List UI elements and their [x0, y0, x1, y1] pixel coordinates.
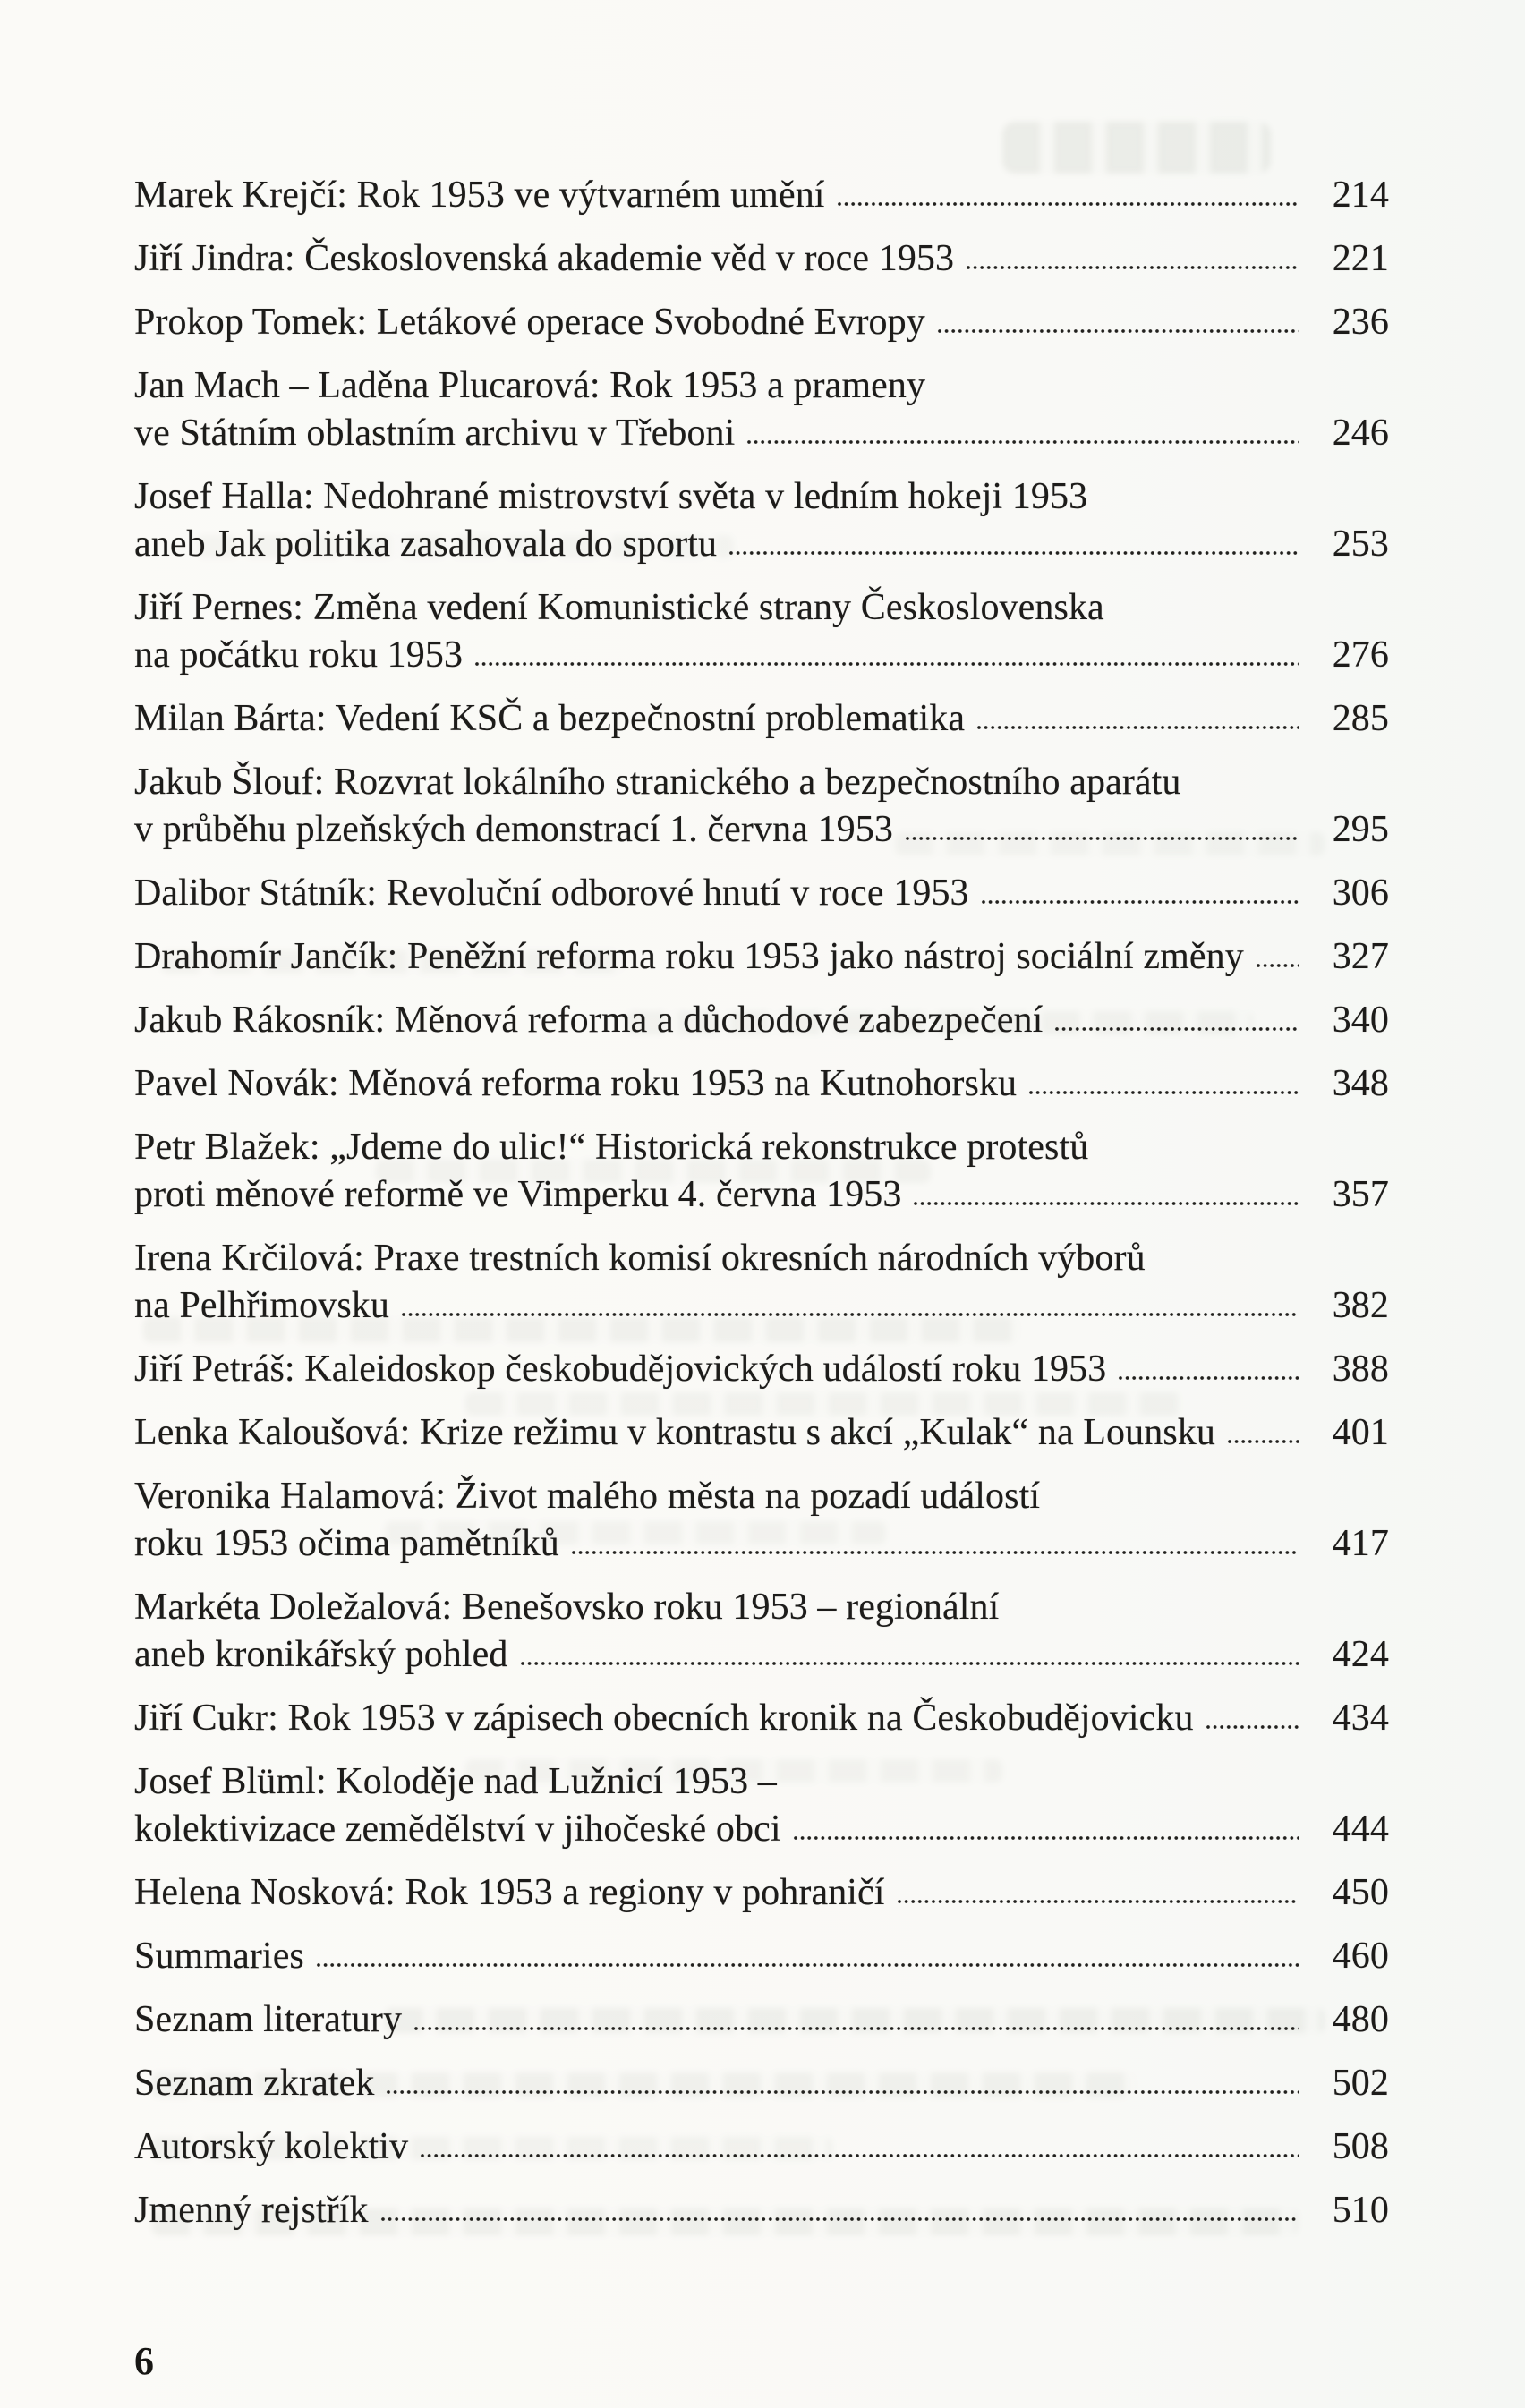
toc-page-number: 327 — [1332, 936, 1389, 977]
page-folio-number: 6 — [134, 2339, 154, 2383]
dot-leader — [1227, 1439, 1299, 1444]
toc-page-number: 424 — [1332, 1634, 1389, 1675]
toc-entry-title: Drahomír Jančík: Peněžní reforma roku 1953 jako nástroj sociální změny — [134, 936, 1244, 977]
toc-entry — [134, 1996, 1389, 2044]
toc-entry-title: proti měnové reformě ve Vimperku 4. června 1953 — [134, 1174, 902, 1215]
toc-entry-line — [134, 235, 1389, 283]
toc-entry-line — [134, 997, 1389, 1044]
toc-entry-line — [134, 410, 1389, 457]
toc-entry-title: Seznam zkratek — [134, 2063, 375, 2104]
toc-page-number: 246 — [1332, 413, 1389, 454]
dot-leader — [571, 1550, 1299, 1555]
dot-leader — [386, 2089, 1299, 2095]
toc-entry-title: Jakub Šlouf: Rozvrat lokálního stranického a bezpečnostního aparátu — [134, 762, 1181, 803]
toc-entry-title: Pavel Novák: Měnová reforma roku 1953 na Kutnohorsku — [134, 1063, 1018, 1104]
dot-leader — [837, 201, 1299, 207]
toc-page-number: 444 — [1332, 1808, 1389, 1850]
toc-entry-line — [134, 1631, 1389, 1679]
toc-entry-line — [134, 1060, 1389, 1108]
toc-entry — [134, 1235, 1389, 1330]
toc-entry-line — [134, 521, 1389, 568]
toc-entry-line — [134, 1806, 1389, 1853]
toc-entry-title: na počátku roku 1953 — [134, 634, 464, 676]
toc-entry-title: Jiří Pernes: Změna vedení Komunistické strany Československa — [134, 587, 1104, 628]
bleed-through-artifact — [1002, 122, 1271, 174]
toc-entry-title: kolektivizace zemědělství v jihočeské obci — [134, 1808, 781, 1850]
toc-entry-line — [134, 870, 1389, 917]
toc-entry — [134, 997, 1389, 1044]
toc-entry — [134, 933, 1389, 981]
toc-page-number: 382 — [1332, 1285, 1389, 1326]
toc-page-number: 417 — [1332, 1523, 1389, 1564]
toc-entry-line — [134, 632, 1389, 679]
toc-page-number: 295 — [1332, 809, 1389, 850]
toc-entry — [134, 695, 1389, 743]
toc-page-number: 348 — [1332, 1063, 1389, 1104]
toc-entry-title: Jiří Cukr: Rok 1953 v zápisech obecních kronik na Českobudějovicku — [134, 1698, 1194, 1739]
toc-entry-title: na Pelhřimovsku — [134, 1285, 389, 1326]
toc-entry — [134, 473, 1389, 568]
toc-entry-title: aneb kronikářský pohled — [134, 1634, 508, 1675]
dot-leader — [1206, 1724, 1299, 1730]
toc-entry-line — [134, 584, 1389, 632]
dot-leader — [380, 2217, 1299, 2222]
toc-entry-line — [134, 2187, 1389, 2234]
toc-entry — [134, 2187, 1389, 2234]
dot-leader — [420, 2153, 1299, 2158]
toc-entry — [134, 1869, 1389, 1917]
toc-page-number: 510 — [1332, 2190, 1389, 2231]
toc-entry-title: Irena Krčilová: Praxe trestních komisí okresních národních výborů — [134, 1238, 1146, 1279]
toc-page-number: 357 — [1332, 1174, 1389, 1215]
toc-entry-line — [134, 172, 1389, 219]
dot-leader — [1028, 1090, 1299, 1095]
toc-entry-line — [134, 1235, 1389, 1282]
toc-entry — [134, 584, 1389, 679]
toc-entry-line — [134, 1282, 1389, 1330]
toc-entry-title: Milan Bárta: Vedení KSČ a bezpečnostní problematika — [134, 698, 966, 739]
toc-entry-line — [134, 1409, 1389, 1457]
dot-leader — [474, 661, 1299, 667]
dot-leader — [728, 550, 1299, 556]
dot-leader — [905, 836, 1299, 841]
toc-page-number: 221 — [1332, 238, 1389, 279]
toc-page-number: 450 — [1332, 1872, 1389, 1913]
toc-entry-title: Josef Blüml: Koloděje nad Lužnicí 1953 – — [134, 1761, 777, 1802]
toc-page-number: 508 — [1332, 2126, 1389, 2167]
toc-entry-title: Petr Blažek: „Jdeme do ulic!“ Historická rekonstrukce protestů — [134, 1127, 1089, 1168]
dot-leader — [913, 1201, 1299, 1206]
toc-entry-line — [134, 1520, 1389, 1568]
toc-page-number: 340 — [1332, 1000, 1389, 1041]
toc-page-number: 460 — [1332, 1936, 1389, 1977]
toc-entry-line — [134, 1124, 1389, 1171]
toc-entry-title: Marek Krejčí: Rok 1953 ve výtvarném umění — [134, 174, 825, 216]
toc-entry-title: ve Státním oblastním archivu v Třeboni — [134, 413, 736, 454]
toc-entry-title: roku 1953 očima pamětníků — [134, 1523, 559, 1564]
toc-entry-title: Prokop Tomek: Letákové operace Svobodné Evropy — [134, 302, 925, 343]
dot-leader — [401, 1312, 1299, 1317]
toc-entry — [134, 870, 1389, 917]
toc-entry — [134, 172, 1389, 219]
toc-entry-line — [134, 1346, 1389, 1393]
toc-page-number: 236 — [1332, 302, 1389, 343]
toc-entry-line — [134, 695, 1389, 743]
toc-page-number: 480 — [1332, 1999, 1389, 2040]
toc-page-number: 388 — [1332, 1349, 1389, 1390]
toc-entry — [134, 1124, 1389, 1219]
toc-entry-line — [134, 1695, 1389, 1742]
dot-leader — [520, 1661, 1299, 1666]
dot-leader — [1054, 1026, 1299, 1032]
toc-entry-title: v průběhu plzeňských demonstrací 1. června 1953 — [134, 809, 893, 850]
toc-entry-line — [134, 1933, 1389, 1980]
toc-entry-line — [134, 473, 1389, 521]
dot-leader — [1118, 1375, 1299, 1381]
toc-entry — [134, 362, 1389, 457]
toc-entry — [134, 759, 1389, 854]
toc-entry-line — [134, 2060, 1389, 2107]
toc-entry-line — [134, 1473, 1389, 1520]
dot-leader — [316, 1962, 1299, 1968]
toc-entry-line — [134, 933, 1389, 981]
toc-entry-line — [134, 1758, 1389, 1806]
toc-entry — [134, 1584, 1389, 1679]
toc-entry-line — [134, 2123, 1389, 2171]
dot-leader — [976, 725, 1299, 730]
toc-entry-title: Jakub Rákosník: Měnová reforma a důchodové zabezpečení — [134, 1000, 1044, 1041]
toc-entry-title: Veronika Halamová: Život malého města na pozadí událostí — [134, 1476, 1041, 1517]
toc-entry-line — [134, 1171, 1389, 1219]
toc-entry — [134, 1758, 1389, 1853]
toc-entry-line — [134, 299, 1389, 346]
toc-entry — [134, 235, 1389, 283]
toc-entry — [134, 1060, 1389, 1108]
toc-entry-title: Dalibor Státník: Revoluční odborové hnutí v roce 1953 — [134, 872, 969, 914]
toc-page-number: 502 — [1332, 2063, 1389, 2104]
toc-page-number: 214 — [1332, 174, 1389, 216]
toc-entry — [134, 1409, 1389, 1457]
toc-entry — [134, 1346, 1389, 1393]
toc-entry — [134, 2123, 1389, 2171]
toc-entry — [134, 2060, 1389, 2107]
toc-entry — [134, 1473, 1389, 1568]
toc-list — [134, 172, 1389, 2234]
toc-entry-title: Josef Halla: Nedohrané mistrovství světa v ledním hokeji 1953 — [134, 476, 1088, 517]
toc-entry-line — [134, 806, 1389, 854]
toc-entry-title: Helena Nosková: Rok 1953 a regiony v pohraničí — [134, 1872, 885, 1913]
dot-leader — [413, 2026, 1299, 2031]
toc-entry-line — [134, 1869, 1389, 1917]
toc-page-number: 285 — [1332, 698, 1389, 739]
toc-entry-title: Jan Mach – Laděna Plucarová: Rok 1953 a prameny — [134, 365, 926, 406]
dot-leader — [981, 899, 1299, 905]
toc-page-number: 306 — [1332, 872, 1389, 914]
dot-leader — [746, 439, 1299, 445]
toc-page-number: 434 — [1332, 1698, 1389, 1739]
toc-entry-title: Jiří Petráš: Kaleidoskop českobudějovických událostí roku 1953 — [134, 1349, 1107, 1390]
toc-entry — [134, 299, 1389, 346]
toc-entry-line — [134, 1584, 1389, 1631]
toc-page-number: 253 — [1332, 523, 1389, 565]
toc-entry — [134, 1695, 1389, 1742]
dot-leader — [966, 265, 1299, 270]
toc-entry-title: Jmenný rejstřík — [134, 2190, 369, 2231]
toc-entry-title: Jiří Jindra: Československá akademie věd v roce 1953 — [134, 238, 955, 279]
toc-page-number: 276 — [1332, 634, 1389, 676]
dot-leader — [897, 1899, 1299, 1904]
toc-entry — [134, 1933, 1389, 1980]
dot-leader — [1256, 963, 1299, 968]
toc-entry-title: Summaries — [134, 1936, 304, 1977]
toc-entry-title: aneb Jak politika zasahovala do sportu — [134, 523, 718, 565]
toc-entry-line — [134, 1996, 1389, 2044]
toc-entry-title: Markéta Doležalová: Benešovsko roku 1953 – regionální — [134, 1587, 1000, 1628]
toc-page-number: 401 — [1332, 1412, 1389, 1453]
toc-entry-title: Lenka Kaloušová: Krize režimu v kontrastu s akcí „Kulak“ na Lounsku — [134, 1412, 1215, 1453]
toc-entry-title: Autorský kolektiv — [134, 2126, 409, 2167]
toc-entry-title: Seznam literatury — [134, 1999, 403, 2040]
toc-entry-line — [134, 759, 1389, 806]
dot-leader — [793, 1835, 1299, 1841]
toc-entry-line — [134, 362, 1389, 410]
dot-leader — [937, 328, 1299, 334]
